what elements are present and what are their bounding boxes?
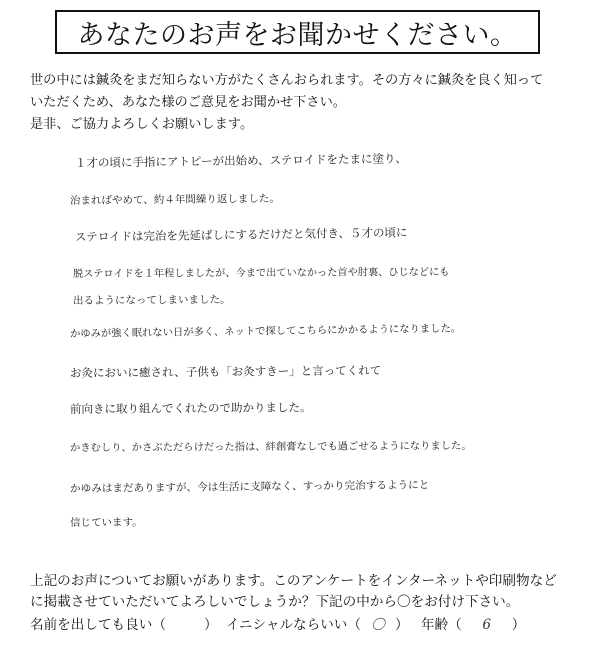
initials-label: イニシャルならいい: [225, 617, 348, 633]
intro-line: 是非、ご協力よろしくお願いします。: [30, 117, 254, 132]
intro-text: [30, 70, 590, 136]
intro-line: 世の中には鍼灸をまだ知らない方がたくさんおられます。その方々に鍼灸を良く知って: [30, 73, 544, 88]
age-label: 年齢: [420, 617, 449, 633]
intro-line: いただくため、あなた様のご意見をお聞かせ下さい。: [30, 95, 346, 110]
consent-request: [30, 571, 590, 613]
handwritten-line: 治まればやめて、約４年間繰り返しました。: [69, 192, 280, 207]
consent-options: 名前を出しても良い（ ） イニシャルならいい（ 〇 ） 年齢（ 6 ）: [30, 613, 525, 633]
handwritten-line: かきむしり、かさぶただらけだった指は、絆創膏なしでも過ごせるようになりました。: [69, 439, 472, 454]
handwritten-line: 出るようになってしまいました。: [72, 293, 231, 307]
handwritten-line: かゆみはまだありますが、今は生活に支障なく、すっかり完治するようにと: [69, 479, 430, 495]
initials-mark[interactable]: 〇: [371, 617, 385, 633]
age-value[interactable]: 6: [482, 617, 492, 633]
handwritten-line: 前向きに取り組んでくれたので助かりました。: [69, 400, 312, 416]
footer-line: に掲載させていただいてよろしいでしょうか？下記の中から〇をお付け下さい。: [30, 594, 520, 610]
handwritten-line: かゆみが強く眠れない日が多く、ネットで探してこちらにかかるようになりました。: [69, 322, 462, 340]
footer-line: 上記のお声についてお願いがあります。このアンケートをインターネットや印刷物など: [30, 573, 557, 589]
handwritten-line: お灸においに癒され、子供も「お灸すきー」と言ってくれて: [69, 363, 382, 380]
handwritten-line: ステロイドは完治を先延ばしにするだけだと気付き、５才の頃に: [74, 225, 408, 244]
handwritten-line: 脱ステロイドを１年程しましたが、今まで出ていなかった首や肘裏、ひじなどにも: [72, 267, 450, 280]
handwritten-line: １才の頃に手指にアトピーが出始め、ステロイドをたまに塗り、: [74, 151, 408, 170]
name-ok-label: 名前を出しても良い: [30, 617, 153, 633]
page-title: [55, 10, 540, 54]
title-text: あなたのお声をお聞かせください。: [77, 19, 518, 51]
handwritten-line: 信じています。: [69, 516, 143, 529]
